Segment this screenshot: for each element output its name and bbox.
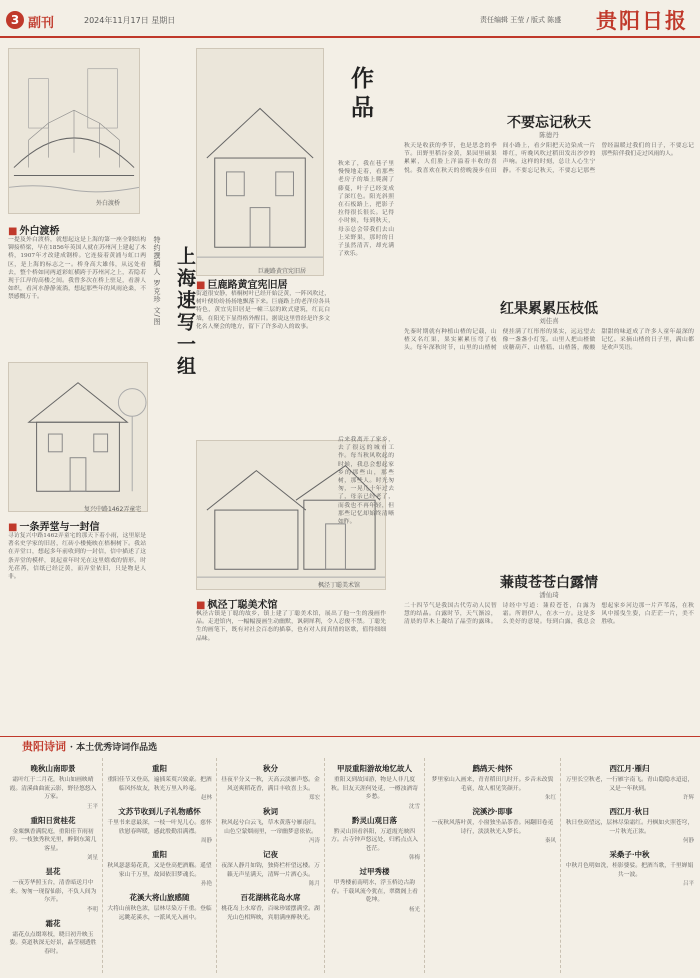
poem-lines: 昼夜平分又一秋，天高云淡雁声悠。金风送爽稻花香，满目丰收喜上头。 <box>221 777 320 792</box>
poem-lines: 桃花岛上水席香，百味珍馐摆满堂。湖光山色相辉映，宾朋满座醉秋光。 <box>221 906 320 921</box>
poem-title: 秋词 <box>263 807 278 816</box>
poem-title: 西江月·秋日 <box>609 807 650 816</box>
julu-heading: ■ 巨鹿路黄宜宪旧居 <box>196 280 288 291</box>
poem-column-6 <box>560 758 694 973</box>
poem-author: 冯涛 <box>308 838 320 844</box>
poem-column-4 <box>324 758 420 973</box>
poem-title: 记夜 <box>263 850 278 859</box>
article-body-2: 先秦时期就有种植山楂的记载，山楂又名红果，果实累累压弯了枝头。每年深秋时节，山里的山楂树便挂满了红彤彤的果实，远远望去像一盏盏小灯笼。山里人把山楂做成糖葫芦、山楂糕、山楂酱，酸酸甜甜的味道成了许多人童年最深的记忆。采摘山楂的日子里，满山都是欢声笑语。 <box>404 329 694 352</box>
poem-author: 沈雪 <box>408 803 420 810</box>
article-author-3: 潘仙琦 <box>539 591 559 599</box>
poem-column-5 <box>424 758 556 973</box>
article-author-1: 陈德丹 <box>539 131 559 139</box>
zuopin-title: 作品 <box>347 66 374 124</box>
poem-lines: 中秋月色明如洗，桂影婆娑。把酒当歌，千里婵娟共一波。 <box>565 863 694 878</box>
poem-title: 甲辰重阳游故地忆故人 <box>337 764 412 773</box>
poem-title: 花溪大将山旅感随 <box>129 893 190 902</box>
lane-heading: ■ 一条弄堂与一封信 <box>8 522 100 533</box>
poem-lines: 重阳又到故园游，物是人非几度秋。旧友天涯何处觅，一樽浊酒寄乡愁。 <box>331 777 418 800</box>
poem-title: 秋分 <box>263 764 278 773</box>
poem-lines: 万里长空秋老，一行雁字南飞。青山隐隐水迢迢，又是一年秋到。 <box>565 777 694 792</box>
article-title-1: 不要忘记秋天 <box>507 115 591 131</box>
julu-body: 街道很安静，梧桐树叶已经开始泛黄，一阵风吹过，树叶便纷纷扬扬地飘落下来。巨鹿路上的老洋房各具特色，黄宜宪旧居是一幢三层的欧式建筑，红瓦白墙，在阳光下显得格外醒目。据说这里曾经是许多文化名人聚会的地方，留下了许多动人的故事。 <box>196 291 330 330</box>
poem-lines: 秋日登高望远，层林尽染霜红。丹枫如火照苍穹，一片秋光正浓。 <box>565 820 694 835</box>
poem-title: 西江月·雁归 <box>609 764 650 773</box>
poem-title: 晚秋山南即景 <box>30 764 76 773</box>
zuopin-col-2: 后来我离开了家乡，去了很远的城市工作。每当秋风吹起的时候，我总会想起家乡的那些山，那些树，那些人。时光匆匆，一晃几十年过去了，母亲已经老了，而我也不再年轻，但那些记忆却始终清晰如昨。 <box>338 437 394 526</box>
poem-title: 昙花 <box>45 867 61 876</box>
poem-lines: 霜叶红于二月花，秋山如画映晴霞。清溪曲曲流云影，野径悠悠入万家。 <box>9 777 97 800</box>
lane-body: 寻访复兴中路1462弄童宅的那天下着小雨，这里原是著名史学家的旧居，红砖小楼掩映在梧桐树下。我站在弄堂口，想起多年前收到的一封信，信中描述了这条弄堂的模样，说起童年时光在这里嬉戏的情形。时光荏苒，信纸已经泛黄，而弄堂依旧，只是物是人非。 <box>8 533 146 581</box>
house-sketch-caption: 复兴中路1462弄童宅 <box>84 506 142 513</box>
poem-lines: 梦里家山入画来，青青稻田几时开。乡音未改鬓毛衰，故人相见笑颜开。 <box>431 777 554 792</box>
poem-title: 过甲秀楼 <box>359 867 390 876</box>
poem-lines: 千里书来意最深，一枝一叶见儿心。慈怀欣慰春晖暖，感此殷勤泪满襟。 <box>107 820 212 835</box>
newspaper-logo: 贵阳日报 <box>596 8 688 33</box>
poem-column-3 <box>216 758 320 973</box>
poem-lines: 一夜秋风落叶黄，小窗独坐品茶香。闲翻旧卷觅诗行，淡淡秋光入梦长。 <box>431 820 554 835</box>
article-title-3: 蒹葭苍苍白露情 <box>500 575 598 591</box>
poem-title: 文苏节收到儿子礼物感怀 <box>118 807 201 816</box>
article-title-2: 红果累累压枝低 <box>500 301 598 317</box>
poem-lines: 重阳佳节又登高，遍插茱萸兴致豪。把酒临风怀故友，秋光万里入吟毫。 <box>107 777 212 792</box>
article-body-3: 二十四节气是我国古代劳动人民智慧的结晶。白露时节，天气渐凉，清晨的草木上凝结了晶莹的露珠。诗经中写道：蒹葭苍苍，白露为霜。所谓伊人，在水一方。这是多么美好的意境。每到白露，我总会想起家乡河边那一片芦苇荡，在秋风中摇曳生姿，白茫茫一片，美不胜收。 <box>404 603 694 626</box>
page-number-badge: 3 <box>6 11 24 29</box>
poem-lines: 甲秀楼前南明水，浮玉桥边古韵存。千载风流今犹在，翠微阁上看乾坤。 <box>331 880 418 903</box>
poem-title: 采桑子·中秋 <box>609 850 650 859</box>
poem-lines: 霜花点点缀寒枝，晓日初升映玉姿。莫道秋深无好景，晶莹剔透胜春时。 <box>9 931 97 955</box>
poem-title: 百花湖桃花岛水席 <box>240 893 301 902</box>
zuopin-col-1: 秋来了，我在巷子里慢慢地走着，看那些老房子的墙上爬满了藤蔓，叶子已经变成了深红色。阳光斜照在石板路上，把影子拉得很长很长。记得小时候，每到秋天，母亲总会带我们去山上采野果，那时的日子虽然清苦，却充满了欢乐。 <box>338 161 394 258</box>
poem-author: 韩梅 <box>408 855 420 861</box>
poem-lines: 金粟飘香满院庭，重阳佳节雨初停。一枝独秀秋光里，醉倒东篱几客星。 <box>9 828 97 852</box>
poem-author: 秦风 <box>544 838 556 844</box>
house-sketch <box>8 362 148 512</box>
poem-title: 霜花 <box>45 918 61 928</box>
poem-lines: 夜深人静月如钩，独倚栏杆望远楼。万籁无声星满天，清辉一片洒心头。 <box>221 863 320 878</box>
poem-author: 何静 <box>682 838 694 844</box>
poem-author: 杨光 <box>408 906 420 913</box>
poem-lines: 秋风瑟瑟菊花黄，又是登高把酒觞。遥望家山千万里，故园依旧梦魂长。 <box>107 863 212 878</box>
poem-title: 重阳日赏桂花 <box>30 815 76 825</box>
series-title: 上海速写一组 <box>174 246 196 378</box>
poem-author: 李明 <box>86 906 98 913</box>
poem-lines: 一夜芳华照玉台，清香暗送月中来。匆匆一现留仙影，不负人间为尔开。 <box>9 880 97 903</box>
editor-credit: 责任编辑 王莹 / 版式 陈盛 <box>480 16 562 24</box>
series-author: 特约撰稿人 罗克珍 文/图 <box>153 236 161 326</box>
poem-author: 许辉 <box>682 795 694 801</box>
poem-author: 朱红 <box>544 795 556 801</box>
poem-author: 王平 <box>86 803 98 810</box>
poem-title: 黔灵山观日落 <box>352 815 397 825</box>
poem-lines: 黔灵山顶看斜阳，万道霞光映四方。古寺钟声悠远处，归鸦点点入苍茫。 <box>331 828 418 852</box>
poem-title: 重阳 <box>152 850 167 859</box>
poem-title: 重阳 <box>152 764 167 773</box>
bridge-heading: ■ 外白渡桥 <box>8 226 60 237</box>
bridge-sketch <box>8 48 140 214</box>
fengjing-sketch-caption: 枫泾丁聪美术馆 <box>318 582 361 589</box>
poem-author: 周静 <box>200 838 212 844</box>
poem-title: 鹧鸪天·纯怀 <box>472 764 513 773</box>
julu-sketch-caption: 巨鹿路黄宜宪旧居 <box>258 268 307 275</box>
poem-author: 吕平 <box>682 881 694 887</box>
poem-author: 孙艳 <box>200 881 212 887</box>
article-author-2: 刘佳喜 <box>539 317 559 325</box>
poem-author: 赵林 <box>200 795 212 801</box>
bridge-sketch-caption: 外白渡桥 <box>96 200 121 207</box>
poem-author: 郑宏 <box>308 795 320 801</box>
poem-column-1 <box>8 758 98 973</box>
poem-column-2 <box>102 758 212 973</box>
fengjing-body: 枫泾古镇是丁聪的故乡，镇上建了丁聪美术馆，展出了他一生的漫画作品。走进馆内，一幅幅漫画生动幽默，讽刺犀利，令人忍俊不禁。丁聪先生的画笔下，既有对社会百态的描摹，也有对人间真情的讴歌，值得细细品味。 <box>196 611 386 642</box>
poems-section-title: 贵阳诗词 · 本土优秀诗词作品选 <box>22 740 158 753</box>
issue-date: 2024年11月17日 星期日 <box>84 16 176 25</box>
fengjing-heading: ■ 枫泾丁聪美术馆 <box>196 600 278 611</box>
poem-lines: 秋风起兮白云飞，草木黄落兮雁南归。山色空蒙烟雨里，一帘幽梦意依依。 <box>221 820 320 835</box>
julu-road-sketch <box>196 48 324 276</box>
poem-author: 陈月 <box>308 881 320 887</box>
poem-author: 刘星 <box>86 855 98 861</box>
article-body-1: 秋天是收获的季节，也是思念的季节。田野里稻谷金黄，果园里硕果累累，人们脸上洋溢着丰收的喜悦。我喜欢在秋天的傍晚漫步在田间小路上，看夕阳把天边染成一片绯红，听晚风吹过稻田发出沙沙的声响。这样的时刻，总让人心生宁静。不要忘记秋天，不要忘记那些曾经温暖过我们的日子，不要忘记那些陪伴我们走过风雨的人。 <box>404 143 694 174</box>
poem-lines: 大将山前秋色浓，层林尽染万千重。登临远眺花溪水，一派风光入画中。 <box>107 906 212 921</box>
poem-title: 浣溪沙·即事 <box>472 807 513 816</box>
section-label: 副刊 <box>28 16 55 31</box>
bridge-body: 一提及外白渡桥，就想起这是上海的第一座全钢结构铆接桥梁，早在1856年英国人就在苏州河上建起了木桥，1907年才改建成钢桥。它连接着黄浦与虹口两区，是上海的标志之一。桥身高大雄伟，从远处看去，整个桥如同两道彩虹横跨于苏州河之上，若隐若现于江岸的高楼之间。我曾多次在桥上驻足，看游人如织，看河水静静流淌，想起那些年的风雨沧桑，不禁感慨万千。 <box>8 237 146 301</box>
